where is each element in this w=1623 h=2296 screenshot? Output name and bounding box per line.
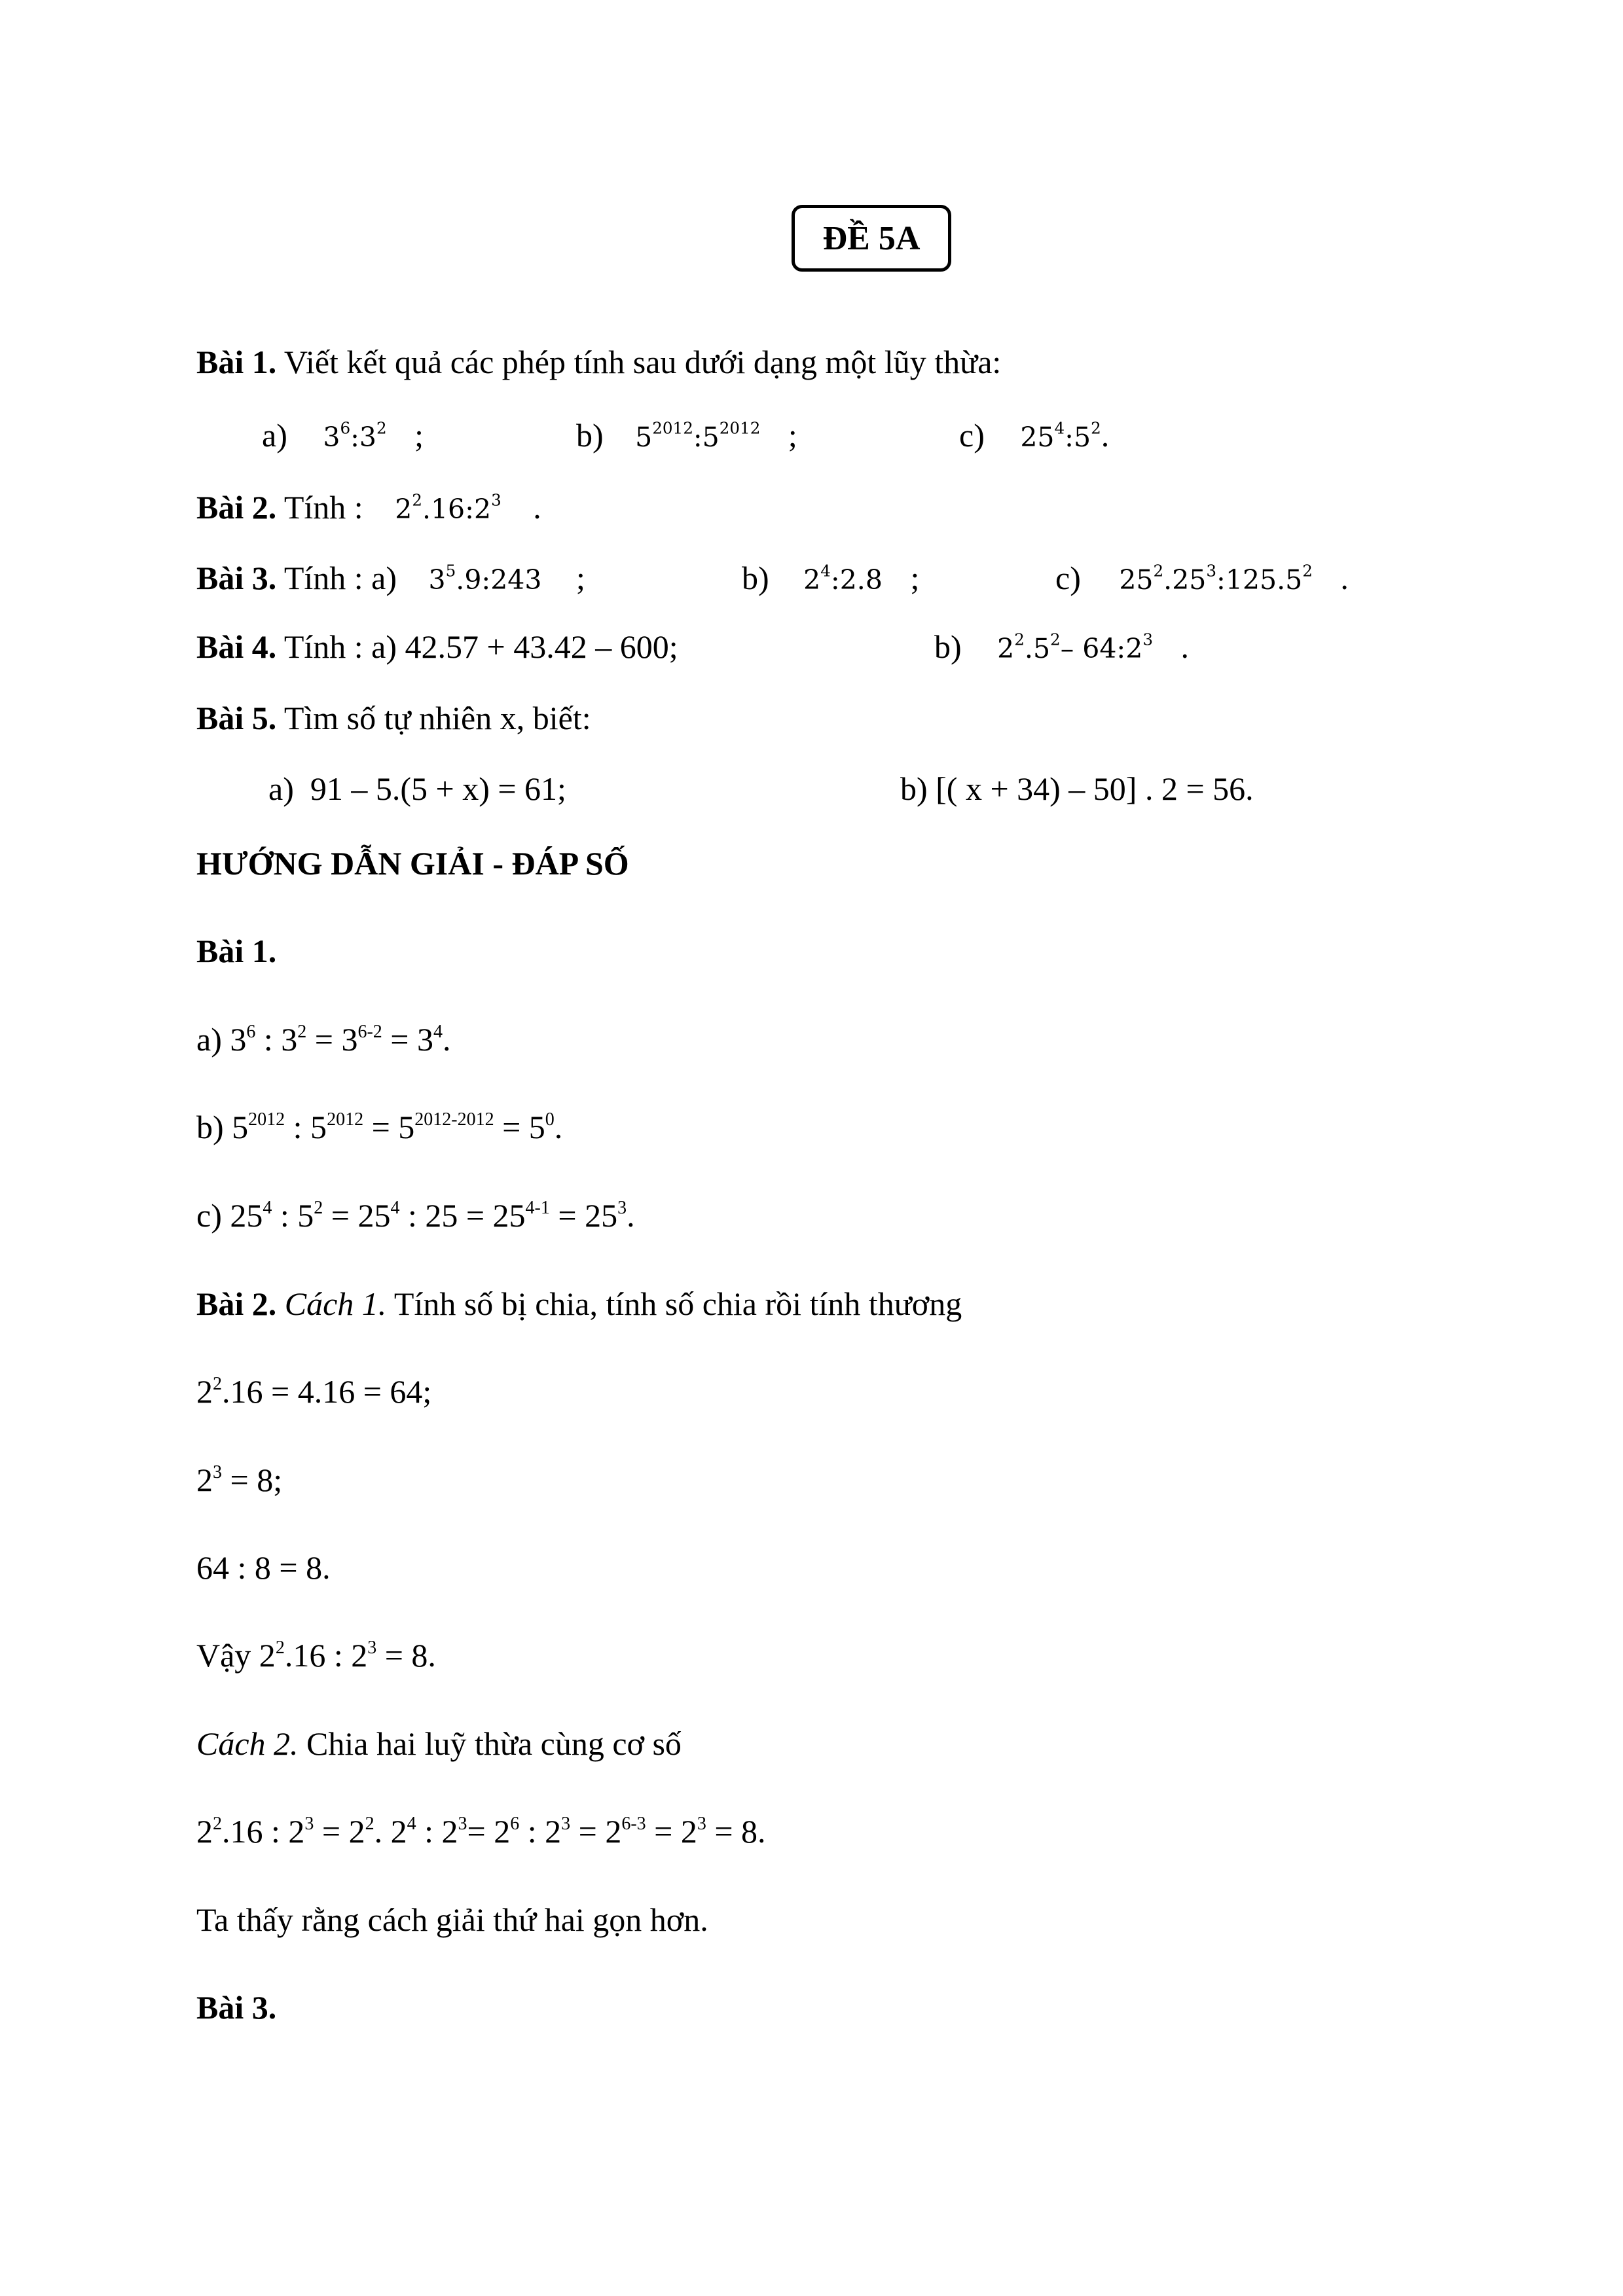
solution-1-label: Bài 1. xyxy=(196,933,277,969)
exercise-1-label: Bài 1. xyxy=(196,344,277,380)
exercise-4-b: b) $2^2.5^2-$ $64:2^3$ . xyxy=(934,628,1189,665)
page-title: ĐỀ 5A xyxy=(792,205,951,272)
solution-2-line-3: 64 : 8 = 8. xyxy=(196,1549,331,1586)
solution-2-line-4: Vậy $2^2.16$ : $2^3 = 8$. xyxy=(196,1637,436,1674)
solution-2-line-2: $2^3 = 8$; xyxy=(196,1462,283,1498)
solution-1-c: c) $25^4$ : $5^2 = 25^4$ : $25 = 25^{4-1} = 25^3$. xyxy=(196,1197,635,1234)
exercise-1-a: a) $3^6:3^2$ ; xyxy=(262,417,424,454)
solution-1-a: a) $3^6$ : $3^2 = 3^{6-2} = 3^4$. xyxy=(196,1021,451,1058)
solution-2-line-1: $2^2.16 = 4.16 = 64$; xyxy=(196,1373,432,1410)
exercise-1-text: Viết kết quả các phép tính sau dưới dạng một lũy thừa: xyxy=(283,344,1002,380)
solution-2-method-2: Cách 2. Chia hai luỹ thừa cùng cơ số xyxy=(196,1725,682,1762)
solution-2-conclusion: Ta thấy rằng cách giải thứ hai gọn hơn. xyxy=(196,1901,708,1938)
solution-3-label: Bài 3. xyxy=(196,1989,277,2026)
exercise-1-c: c) $25^4:5^2$. xyxy=(959,417,1110,454)
solution-1-b: b) $5^{2012}$ : $5^{2012} = 5^{2012-2012} = 5^0$. xyxy=(196,1109,563,1145)
solutions-heading: HƯỚNG DẪN GIẢI - ĐÁP SỐ xyxy=(196,845,629,882)
exercise-5-b: b) [( x + 34) – 50] . 2 = 56. xyxy=(900,770,1254,807)
exercise-3: Bài 3. Tính : a) $3^5.9:243$ ; xyxy=(196,560,585,596)
exercise-3-c: c) $25^2.25^3:125.5^2$ . xyxy=(1055,560,1349,596)
solution-2-line-5: $2^2.16$ : $2^3 = 2^2$. $2^4$ : $2^3= 2^6$ : $2^3 = 2^{6-3} = 2^3 = 8$. xyxy=(196,1813,766,1850)
exercise-2: Bài 2. Tính : $2^2.16:2^3$ . xyxy=(196,489,541,526)
exercise-1-b: b) $5^{2012}:5^{2012}$ ; xyxy=(576,417,797,454)
exercise-1 xyxy=(196,346,1001,378)
exercise-4: Bài 4. Tính : a) 42.57 + 43.42 – 600; xyxy=(196,628,678,665)
exercise-5: Bài 5. Tìm số tự nhiên x, biết: xyxy=(196,700,591,736)
exercise-5-a: a) 91 – 5.(5 + x) = 61; xyxy=(268,770,566,807)
exercise-3-b: b) $2^4:2.8$ ; xyxy=(742,560,920,596)
solution-2-method-1: Bài 2. Cách 1. Tính số bị chia, tính số chia rồi tính thương xyxy=(196,1285,962,1322)
